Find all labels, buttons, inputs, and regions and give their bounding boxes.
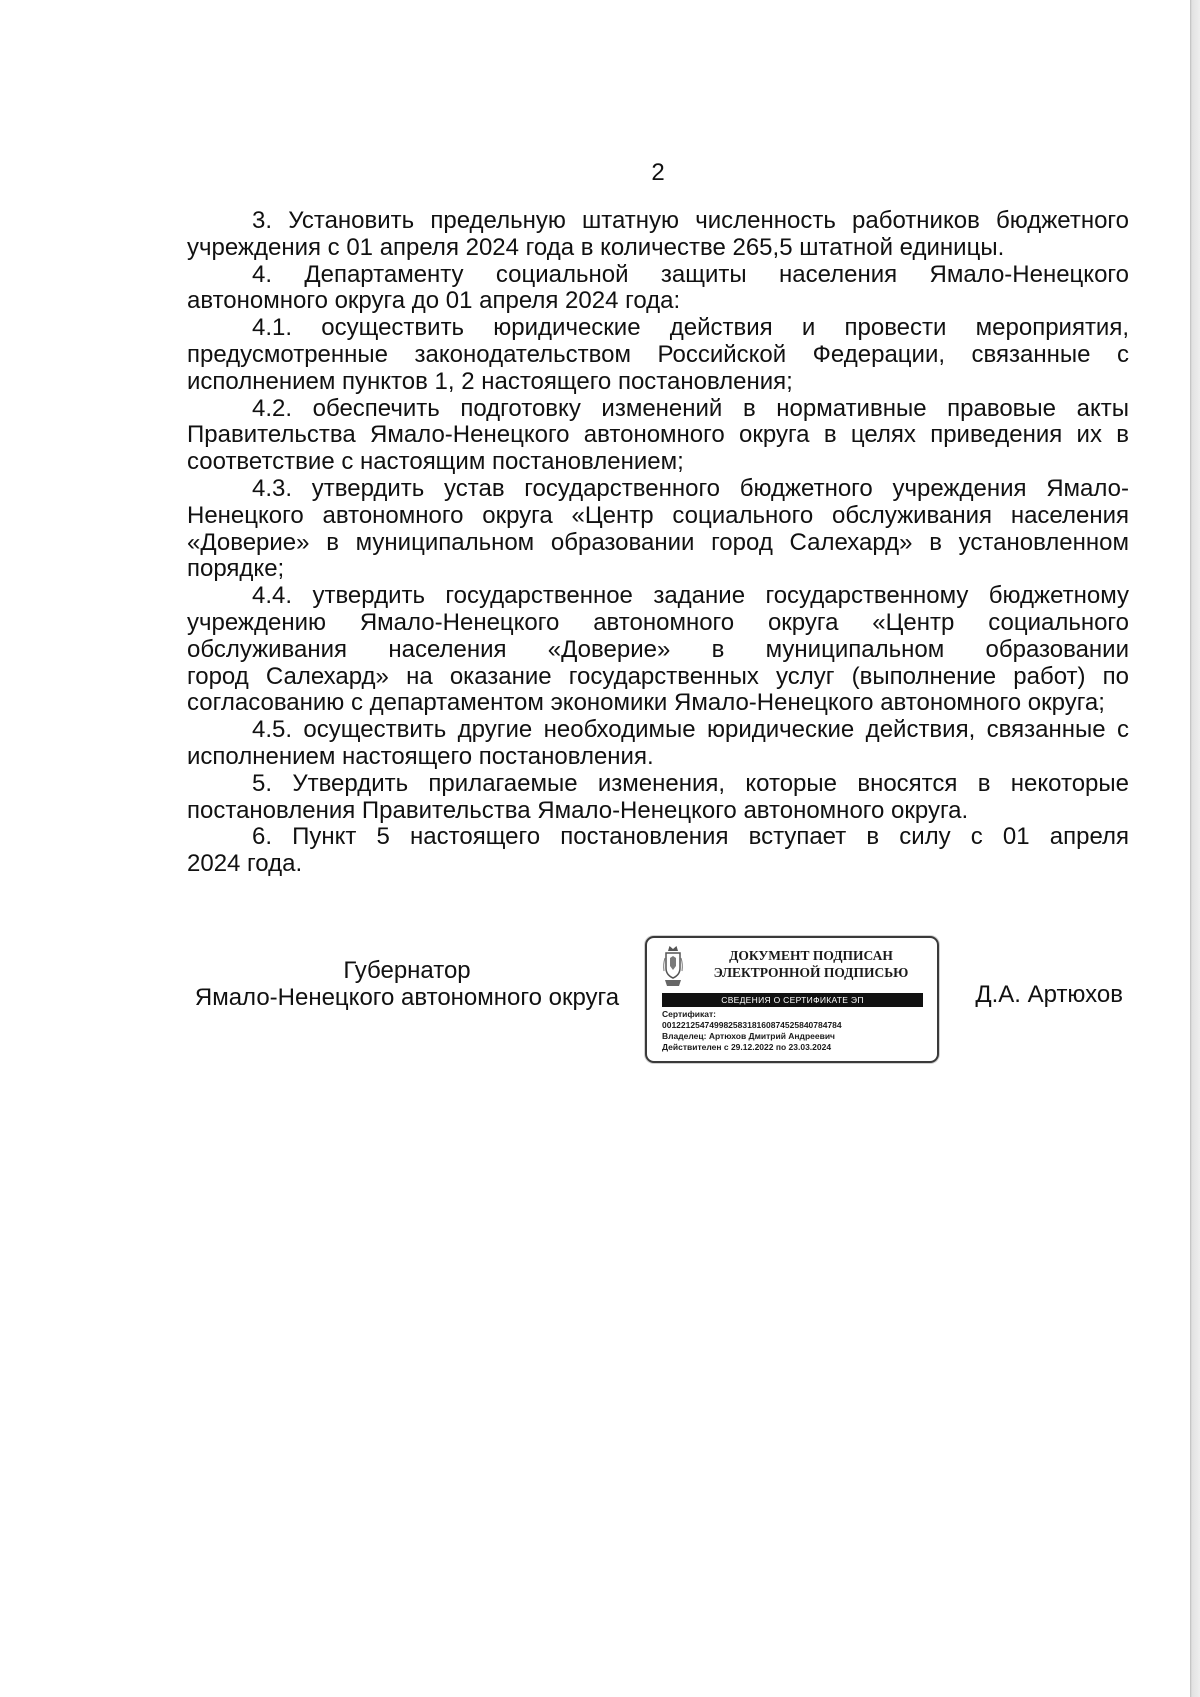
paragraph-line: учреждения с 01 апреля 2024 года в количестве 265,5 штатной единицы.: [187, 233, 1005, 261]
signatory-name: Д.А. Артюхов: [975, 981, 1123, 1008]
paragraph-5: [187, 771, 1129, 825]
paragraph-4-2: [187, 396, 1129, 476]
paragraph-line: 2024 года.: [187, 850, 303, 878]
paragraph-line: 4.4. утвердить государственное задание государственному бюджетному: [252, 582, 1129, 610]
paragraph-line: предусмотренные законодательством Российской Федерации, связанные с: [187, 340, 1129, 368]
paragraph-line: согласованию с департаментом экономики Ямало-Ненецкого автономного округа;: [187, 689, 1105, 717]
paragraph-line: исполнением настоящего постановления.: [187, 742, 654, 770]
paragraph-line: Правительства Ямало-Ненецкого автономного округа в целях приведения их в: [187, 421, 1129, 449]
paragraph-line: 4. Департаменту социальной защиты населения Ямало-Ненецкого: [252, 260, 1129, 288]
paragraph-line: 4.1. осуществить юридические действия и провести мероприятия,: [252, 314, 1129, 342]
certificate-label: Сертификат:: [662, 1009, 716, 1019]
paragraph-line: учреждению Ямало-Ненецкого автономного округа «Центр социального: [187, 608, 1129, 636]
paragraph-line: исполнением пунктов 1, 2 настоящего постановления;: [187, 367, 793, 395]
paragraph-line: 4.3. утвердить устав государственного бюджетного учреждения Ямало-: [252, 474, 1129, 502]
stamp-title-line: ДОКУМЕНТ ПОДПИСАН: [729, 948, 893, 963]
certificate-number: 00122125474998258318160874525840784784: [662, 1020, 842, 1030]
paragraph-line: «Доверие» в муниципальном образовании город Салехард» в установленном: [187, 528, 1129, 556]
page-number: 2: [651, 159, 665, 186]
paragraph-line: 4.5. осуществить другие необходимые юридические действия, связанные с: [252, 716, 1129, 744]
paragraph-line: постановления Правительства Ямало-Ненецкого автономного округа.: [187, 796, 969, 824]
paragraph-4-5: [187, 717, 1129, 771]
paragraph-line: Ненецкого автономного округа «Центр социального обслуживания населения: [187, 501, 1129, 529]
signatory-position: [187, 958, 627, 1012]
paragraph-4-3: [187, 476, 1129, 583]
paragraph-line: автономного округа до 01 апреля 2024 года:: [187, 287, 681, 315]
document-body: [187, 208, 1129, 878]
paragraph-4: [187, 262, 1129, 316]
stamp-certificate-details: [662, 1009, 842, 1053]
paragraph-line: 6. Пункт 5 настоящего постановления вступает в силу с 01 апреля: [252, 823, 1129, 851]
paragraph-line: соответствие с настоящим постановлением;: [187, 448, 684, 476]
paragraph-4-4: [187, 583, 1129, 717]
paragraph-3: [187, 208, 1129, 262]
certificate-validity: Действителен с 29.12.2022 по 23.03.2024: [662, 1042, 832, 1052]
paragraph-line: порядке;: [187, 555, 285, 583]
paragraph-line: 3. Установить предельную штатную численность работников бюджетного: [252, 207, 1129, 234]
stamp-title: [701, 947, 921, 981]
scan-edge: [1190, 0, 1200, 1697]
certificate-owner: Владелец: Артюхов Дмитрий Андреевич: [662, 1031, 835, 1041]
paragraph-4-1: [187, 315, 1129, 395]
paragraph-line: обслуживания населения «Доверие» в муниципальном образовании: [187, 635, 1129, 663]
signatory-region: Ямало-Ненецкого автономного округа: [194, 983, 620, 1011]
electronic-signature-stamp: [645, 936, 939, 1063]
paragraph-line: город Салехард» на оказание государственных услуг (выполнение работ) по: [187, 662, 1129, 690]
stamp-title-line: ЭЛЕКТРОННОЙ ПОДПИСЬЮ: [713, 965, 909, 980]
paragraph-line: 5. Утвердить прилагаемые изменения, которые вносятся в некоторые: [252, 769, 1129, 797]
paragraph-6: [187, 824, 1129, 878]
paragraph-line: 4.2. обеспечить подготовку изменений в нормативные правовые акты: [252, 394, 1129, 422]
signatory-title: Губернатор: [343, 957, 471, 984]
stamp-certificate-bar: СВЕДЕНИЯ О СЕРТИФИКАТЕ ЭП: [662, 993, 923, 1007]
coat-of-arms-icon: [662, 944, 684, 988]
